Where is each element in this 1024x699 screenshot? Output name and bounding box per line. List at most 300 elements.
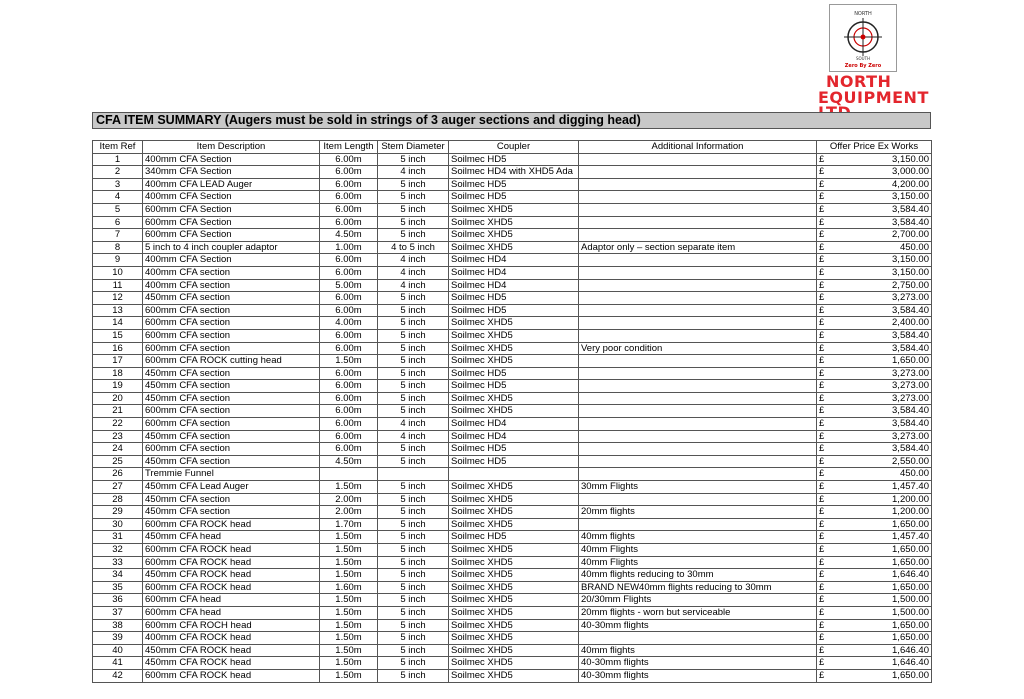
additional-info-cell — [579, 279, 817, 292]
compass-seal-icon — [829, 4, 897, 72]
currency-symbol-cell: £ — [817, 544, 829, 557]
coupler-cell: Soilmec HD4 — [449, 279, 579, 292]
additional-info-cell — [579, 229, 817, 242]
table-row — [93, 544, 932, 557]
item-description-cell: 600mm CFA head — [143, 606, 320, 619]
table-row — [93, 367, 932, 380]
offer-price-cell: 3,000.00 — [829, 166, 932, 179]
item-length-cell: 1.00m — [320, 241, 378, 254]
item-ref-cell: 18 — [93, 367, 143, 380]
item-description-cell: 450mm CFA section — [143, 506, 320, 519]
currency-symbol-cell: £ — [817, 430, 829, 443]
additional-info-cell — [579, 216, 817, 229]
coupler-cell — [449, 468, 579, 481]
coupler-cell: Soilmec XHD5 — [449, 619, 579, 632]
item-length-cell: 1.50m — [320, 632, 378, 645]
item-description-cell: 600mm CFA section — [143, 405, 320, 418]
item-length-cell: 1.50m — [320, 619, 378, 632]
item-description-cell: 600mm CFA ROCK cutting head — [143, 355, 320, 368]
item-length-cell: 6.00m — [320, 266, 378, 279]
table-row — [93, 405, 932, 418]
item-length-cell: 1.50m — [320, 355, 378, 368]
table-row — [93, 455, 932, 468]
coupler-cell: Soilmec HD4 with XHD5 Ada — [449, 166, 579, 179]
table-row — [93, 191, 932, 204]
currency-symbol-cell: £ — [817, 518, 829, 531]
currency-symbol-cell: £ — [817, 443, 829, 456]
item-description-cell: 600mm CFA ROCK head — [143, 581, 320, 594]
table-row — [93, 556, 932, 569]
item-ref-cell: 2 — [93, 166, 143, 179]
item-description-cell: 600mm CFA section — [143, 443, 320, 456]
coupler-cell: Soilmec HD5 — [449, 191, 579, 204]
currency-symbol-cell: £ — [817, 455, 829, 468]
offer-price-cell: 1,650.00 — [829, 619, 932, 632]
currency-symbol-cell: £ — [817, 266, 829, 279]
offer-price-cell: 3,273.00 — [829, 292, 932, 305]
additional-info-cell — [579, 468, 817, 481]
stem-diameter-cell: 4 inch — [378, 266, 449, 279]
coupler-cell: Soilmec HD5 — [449, 153, 579, 166]
stem-diameter-cell: 5 inch — [378, 153, 449, 166]
offer-price-cell: 1,650.00 — [829, 355, 932, 368]
additional-info-cell: 30mm Flights — [579, 481, 817, 494]
currency-symbol-cell: £ — [817, 556, 829, 569]
item-length-cell: 6.00m — [320, 203, 378, 216]
coupler-cell: Soilmec HD4 — [449, 266, 579, 279]
additional-info-cell — [579, 518, 817, 531]
additional-info-cell: 40mm flights reducing to 30mm — [579, 569, 817, 582]
currency-symbol-cell: £ — [817, 367, 829, 380]
coupler-cell: Soilmec XHD5 — [449, 657, 579, 670]
coupler-cell: Soilmec XHD5 — [449, 506, 579, 519]
stem-diameter-cell: 5 inch — [378, 405, 449, 418]
additional-info-cell — [579, 178, 817, 191]
coupler-cell: Soilmec HD4 — [449, 430, 579, 443]
additional-info-cell — [579, 317, 817, 330]
item-ref-cell: 7 — [93, 229, 143, 242]
item-ref-cell: 5 — [93, 203, 143, 216]
additional-info-cell — [579, 392, 817, 405]
offer-price-cell: 3,273.00 — [829, 392, 932, 405]
currency-symbol-cell: £ — [817, 254, 829, 267]
item-ref-cell: 37 — [93, 606, 143, 619]
table-row — [93, 292, 932, 305]
stem-diameter-cell: 5 inch — [378, 506, 449, 519]
offer-price-cell: 1,646.40 — [829, 644, 932, 657]
item-ref-cell: 6 — [93, 216, 143, 229]
offer-price-cell: 1,457.40 — [829, 481, 932, 494]
table-row — [93, 619, 932, 632]
currency-symbol-cell: £ — [817, 493, 829, 506]
header-item-ref: Item Ref — [93, 141, 143, 154]
item-length-cell: 6.00m — [320, 292, 378, 305]
item-length-cell: 6.00m — [320, 153, 378, 166]
table-row — [93, 569, 932, 582]
item-length-cell: 6.00m — [320, 178, 378, 191]
table-row — [93, 304, 932, 317]
item-length-cell: 1.50m — [320, 544, 378, 557]
offer-price-cell: 1,650.00 — [829, 581, 932, 594]
offer-price-cell: 2,400.00 — [829, 317, 932, 330]
table-row — [93, 430, 932, 443]
item-description-cell: 400mm CFA LEAD Auger — [143, 178, 320, 191]
additional-info-cell: 40-30mm flights — [579, 669, 817, 682]
table-row — [93, 594, 932, 607]
offer-price-cell: 3,273.00 — [829, 367, 932, 380]
seal-text-bottom: SOUTH — [855, 56, 871, 61]
additional-info-cell — [579, 455, 817, 468]
item-description-cell: 600mm CFA Section — [143, 203, 320, 216]
item-length-cell: 6.00m — [320, 329, 378, 342]
offer-price-cell: 1,500.00 — [829, 606, 932, 619]
coupler-cell: Soilmec XHD5 — [449, 342, 579, 355]
currency-symbol-cell: £ — [817, 481, 829, 494]
item-description-cell: 450mm CFA section — [143, 380, 320, 393]
stem-diameter-cell: 5 inch — [378, 632, 449, 645]
stem-diameter-cell: 4 inch — [378, 279, 449, 292]
currency-symbol-cell: £ — [817, 657, 829, 670]
item-length-cell: 1.50m — [320, 531, 378, 544]
item-description-cell: 450mm CFA head — [143, 531, 320, 544]
stem-diameter-cell: 5 inch — [378, 594, 449, 607]
item-length-cell: 4.50m — [320, 455, 378, 468]
header-stem-diameter: Stem Diameter — [378, 141, 449, 154]
item-length-cell: 1.50m — [320, 644, 378, 657]
stem-diameter-cell: 5 inch — [378, 342, 449, 355]
additional-info-cell: 20mm flights - worn but serviceable — [579, 606, 817, 619]
stem-diameter-cell: 5 inch — [378, 329, 449, 342]
summary-title: CFA ITEM SUMMARY (Augers must be sold in strings of 3 auger sections and digging head) — [92, 112, 931, 129]
currency-symbol-cell: £ — [817, 619, 829, 632]
additional-info-cell: 40mm Flights — [579, 544, 817, 557]
currency-symbol-cell: £ — [817, 644, 829, 657]
item-ref-cell: 41 — [93, 657, 143, 670]
offer-price-cell: 1,650.00 — [829, 518, 932, 531]
offer-price-cell: 3,150.00 — [829, 266, 932, 279]
currency-symbol-cell: £ — [817, 153, 829, 166]
item-description-cell: 340mm CFA Section — [143, 166, 320, 179]
coupler-cell: Soilmec XHD5 — [449, 216, 579, 229]
currency-symbol-cell: £ — [817, 594, 829, 607]
additional-info-cell — [579, 380, 817, 393]
stem-diameter-cell: 4 inch — [378, 430, 449, 443]
stem-diameter-cell: 5 inch — [378, 355, 449, 368]
item-description-cell: 400mm CFA section — [143, 279, 320, 292]
item-ref-cell: 12 — [93, 292, 143, 305]
additional-info-cell — [579, 203, 817, 216]
item-description-cell: 450mm CFA section — [143, 367, 320, 380]
item-ref-cell: 15 — [93, 329, 143, 342]
coupler-cell: Soilmec XHD5 — [449, 581, 579, 594]
additional-info-cell: 40mm Flights — [579, 556, 817, 569]
table-row — [93, 216, 932, 229]
coupler-cell: Soilmec HD5 — [449, 178, 579, 191]
item-description-cell: 600mm CFA Section — [143, 229, 320, 242]
item-description-cell: 600mm CFA ROCK head — [143, 544, 320, 557]
table-row — [93, 166, 932, 179]
stem-diameter-cell: 5 inch — [378, 544, 449, 557]
offer-price-cell: 3,150.00 — [829, 191, 932, 204]
item-description-cell: 600mm CFA ROCH head — [143, 619, 320, 632]
item-length-cell: 6.00m — [320, 254, 378, 267]
stem-diameter-cell: 5 inch — [378, 518, 449, 531]
item-ref-cell: 10 — [93, 266, 143, 279]
item-ref-cell: 35 — [93, 581, 143, 594]
table-row — [93, 317, 932, 330]
table-row — [93, 392, 932, 405]
item-length-cell: 6.00m — [320, 367, 378, 380]
item-length-cell: 6.00m — [320, 430, 378, 443]
item-length-cell: 1.50m — [320, 556, 378, 569]
item-ref-cell: 1 — [93, 153, 143, 166]
stem-diameter-cell: 5 inch — [378, 556, 449, 569]
stem-diameter-cell: 5 inch — [378, 216, 449, 229]
currency-symbol-cell: £ — [817, 606, 829, 619]
item-ref-cell: 8 — [93, 241, 143, 254]
header-coupler: Coupler — [449, 141, 579, 154]
stem-diameter-cell: 5 inch — [378, 392, 449, 405]
offer-price-cell: 3,150.00 — [829, 153, 932, 166]
currency-symbol-cell: £ — [817, 380, 829, 393]
currency-symbol-cell: £ — [817, 329, 829, 342]
stem-diameter-cell: 5 inch — [378, 619, 449, 632]
table-row — [93, 329, 932, 342]
item-description-cell: 450mm CFA section — [143, 292, 320, 305]
table-row — [93, 254, 932, 267]
currency-symbol-cell: £ — [817, 216, 829, 229]
item-ref-cell: 23 — [93, 430, 143, 443]
item-description-cell: 450mm CFA Lead Auger — [143, 481, 320, 494]
table-row — [93, 581, 932, 594]
coupler-cell: Soilmec HD5 — [449, 367, 579, 380]
offer-price-cell: 1,200.00 — [829, 493, 932, 506]
table-row — [93, 481, 932, 494]
item-ref-cell: 22 — [93, 418, 143, 431]
item-ref-cell: 20 — [93, 392, 143, 405]
additional-info-cell: 20mm flights — [579, 506, 817, 519]
table-row — [93, 657, 932, 670]
table-row — [93, 380, 932, 393]
item-description-cell: 400mm CFA Section — [143, 153, 320, 166]
additional-info-cell: BRAND NEW40mm flights reducing to 30mm — [579, 581, 817, 594]
currency-symbol-cell: £ — [817, 317, 829, 330]
item-ref-cell: 40 — [93, 644, 143, 657]
item-ref-cell: 34 — [93, 569, 143, 582]
stem-diameter-cell: 4 to 5 inch — [378, 241, 449, 254]
offer-price-cell: 1,650.00 — [829, 544, 932, 557]
currency-symbol-cell: £ — [817, 468, 829, 481]
stem-diameter-cell: 5 inch — [378, 203, 449, 216]
item-ref-cell: 38 — [93, 619, 143, 632]
coupler-cell: Soilmec XHD5 — [449, 518, 579, 531]
coupler-cell: Soilmec HD5 — [449, 380, 579, 393]
item-length-cell: 1.50m — [320, 569, 378, 582]
header-offer-price: Offer Price Ex Works — [817, 141, 932, 154]
additional-info-cell — [579, 292, 817, 305]
item-length-cell: 1.60m — [320, 581, 378, 594]
offer-price-cell: 3,150.00 — [829, 254, 932, 267]
stem-diameter-cell: 5 inch — [378, 455, 449, 468]
coupler-cell: Soilmec XHD5 — [449, 644, 579, 657]
item-description-cell: 400mm CFA Section — [143, 191, 320, 204]
table-row — [93, 266, 932, 279]
coupler-cell: Soilmec XHD5 — [449, 229, 579, 242]
item-length-cell: 6.00m — [320, 380, 378, 393]
stem-diameter-cell: 4 inch — [378, 254, 449, 267]
stem-diameter-cell: 5 inch — [378, 443, 449, 456]
coupler-cell: Soilmec HD5 — [449, 531, 579, 544]
currency-symbol-cell: £ — [817, 279, 829, 292]
item-description-cell: 450mm CFA section — [143, 430, 320, 443]
table-row — [93, 669, 932, 682]
item-ref-cell: 3 — [93, 178, 143, 191]
coupler-cell: Soilmec XHD5 — [449, 569, 579, 582]
coupler-cell: Soilmec XHD5 — [449, 481, 579, 494]
item-length-cell: 6.00m — [320, 216, 378, 229]
table-row — [93, 531, 932, 544]
item-ref-cell: 31 — [93, 531, 143, 544]
additional-info-cell: 20/30mm Flights — [579, 594, 817, 607]
currency-symbol-cell: £ — [817, 669, 829, 682]
offer-price-cell: 1,646.40 — [829, 657, 932, 670]
item-description-cell: 600mm CFA head — [143, 594, 320, 607]
offer-price-cell: 3,584.40 — [829, 216, 932, 229]
additional-info-cell: Adaptor only – section separate item — [579, 241, 817, 254]
additional-info-cell — [579, 367, 817, 380]
item-length-cell: 5.00m — [320, 279, 378, 292]
item-length-cell: 6.00m — [320, 342, 378, 355]
additional-info-cell — [579, 304, 817, 317]
item-description-cell: 400mm CFA section — [143, 266, 320, 279]
table-row — [93, 342, 932, 355]
additional-info-cell — [579, 443, 817, 456]
additional-info-cell — [579, 266, 817, 279]
additional-info-cell — [579, 418, 817, 431]
currency-symbol-cell: £ — [817, 292, 829, 305]
item-length-cell: 1.50m — [320, 481, 378, 494]
stem-diameter-cell: 5 inch — [378, 304, 449, 317]
header-item-length: Item Length — [320, 141, 378, 154]
table-row — [93, 506, 932, 519]
stem-diameter-cell: 5 inch — [378, 644, 449, 657]
item-ref-cell: 17 — [93, 355, 143, 368]
item-description-cell: 600mm CFA ROCK head — [143, 669, 320, 682]
offer-price-cell: 3,273.00 — [829, 430, 932, 443]
table-row — [93, 644, 932, 657]
item-ref-cell: 29 — [93, 506, 143, 519]
item-length-cell: 1.70m — [320, 518, 378, 531]
coupler-cell: Soilmec XHD5 — [449, 594, 579, 607]
item-ref-cell: 13 — [93, 304, 143, 317]
item-description-cell: Tremmie Funnel — [143, 468, 320, 481]
item-description-cell: 600mm CFA section — [143, 342, 320, 355]
table-row — [93, 203, 932, 216]
offer-price-cell: 1,650.00 — [829, 632, 932, 645]
item-description-cell: 450mm CFA section — [143, 455, 320, 468]
offer-price-cell: 3,584.40 — [829, 418, 932, 431]
stem-diameter-cell: 4 inch — [378, 418, 449, 431]
item-ref-cell: 39 — [93, 632, 143, 645]
coupler-cell: Soilmec HD5 — [449, 304, 579, 317]
stem-diameter-cell: 5 inch — [378, 191, 449, 204]
table-row — [93, 279, 932, 292]
stem-diameter-cell: 5 inch — [378, 606, 449, 619]
item-description-cell: 450mm CFA section — [143, 392, 320, 405]
item-description-cell: 600mm CFA Section — [143, 216, 320, 229]
coupler-cell: Soilmec XHD5 — [449, 606, 579, 619]
additional-info-cell: 40mm flights — [579, 531, 817, 544]
currency-symbol-cell: £ — [817, 569, 829, 582]
additional-info-cell — [579, 166, 817, 179]
item-description-cell: 450mm CFA section — [143, 493, 320, 506]
stem-diameter-cell: 5 inch — [378, 367, 449, 380]
additional-info-cell: Very poor condition — [579, 342, 817, 355]
currency-symbol-cell: £ — [817, 304, 829, 317]
item-ref-cell: 36 — [93, 594, 143, 607]
coupler-cell: Soilmec XHD5 — [449, 329, 579, 342]
item-length-cell: 4.50m — [320, 229, 378, 242]
offer-price-cell: 3,584.40 — [829, 329, 932, 342]
offer-price-cell: 2,550.00 — [829, 455, 932, 468]
offer-price-cell: 450.00 — [829, 468, 932, 481]
stem-diameter-cell: 5 inch — [378, 569, 449, 582]
currency-symbol-cell: £ — [817, 342, 829, 355]
coupler-cell: Soilmec HD5 — [449, 455, 579, 468]
offer-price-cell: 1,457.40 — [829, 531, 932, 544]
table-row — [93, 178, 932, 191]
item-ref-cell: 28 — [93, 493, 143, 506]
additional-info-cell — [579, 405, 817, 418]
currency-symbol-cell: £ — [817, 203, 829, 216]
coupler-cell: Soilmec XHD5 — [449, 556, 579, 569]
currency-symbol-cell: £ — [817, 581, 829, 594]
item-ref-cell: 26 — [93, 468, 143, 481]
offer-price-cell: 2,750.00 — [829, 279, 932, 292]
item-length-cell: 6.00m — [320, 405, 378, 418]
item-ref-cell: 32 — [93, 544, 143, 557]
additional-info-cell — [579, 355, 817, 368]
offer-price-cell: 1,646.40 — [829, 569, 932, 582]
item-length-cell: 1.50m — [320, 669, 378, 682]
seal-text-motto: Zero By Zero — [844, 63, 882, 69]
item-ref-cell: 24 — [93, 443, 143, 456]
stem-diameter-cell: 5 inch — [378, 531, 449, 544]
offer-price-cell: 1,650.00 — [829, 556, 932, 569]
stem-diameter-cell: 5 inch — [378, 380, 449, 393]
item-description-cell: 450mm CFA ROCK head — [143, 657, 320, 670]
currency-symbol-cell: £ — [817, 392, 829, 405]
table-row — [93, 468, 932, 481]
table-row — [93, 418, 932, 431]
currency-symbol-cell: £ — [817, 506, 829, 519]
item-length-cell: 1.50m — [320, 594, 378, 607]
item-ref-cell: 25 — [93, 455, 143, 468]
currency-symbol-cell: £ — [817, 531, 829, 544]
item-length-cell — [320, 468, 378, 481]
item-ref-cell: 11 — [93, 279, 143, 292]
currency-symbol-cell: £ — [817, 355, 829, 368]
offer-price-cell: 4,200.00 — [829, 178, 932, 191]
item-description-cell: 600mm CFA section — [143, 317, 320, 330]
item-ref-cell: 4 — [93, 191, 143, 204]
currency-symbol-cell: £ — [817, 178, 829, 191]
company-name-line1: NORTH — [826, 72, 892, 91]
stem-diameter-cell: 5 inch — [378, 657, 449, 670]
item-description-cell: 600mm CFA section — [143, 418, 320, 431]
stem-diameter-cell: 5 inch — [378, 229, 449, 242]
stem-diameter-cell: 5 inch — [378, 581, 449, 594]
